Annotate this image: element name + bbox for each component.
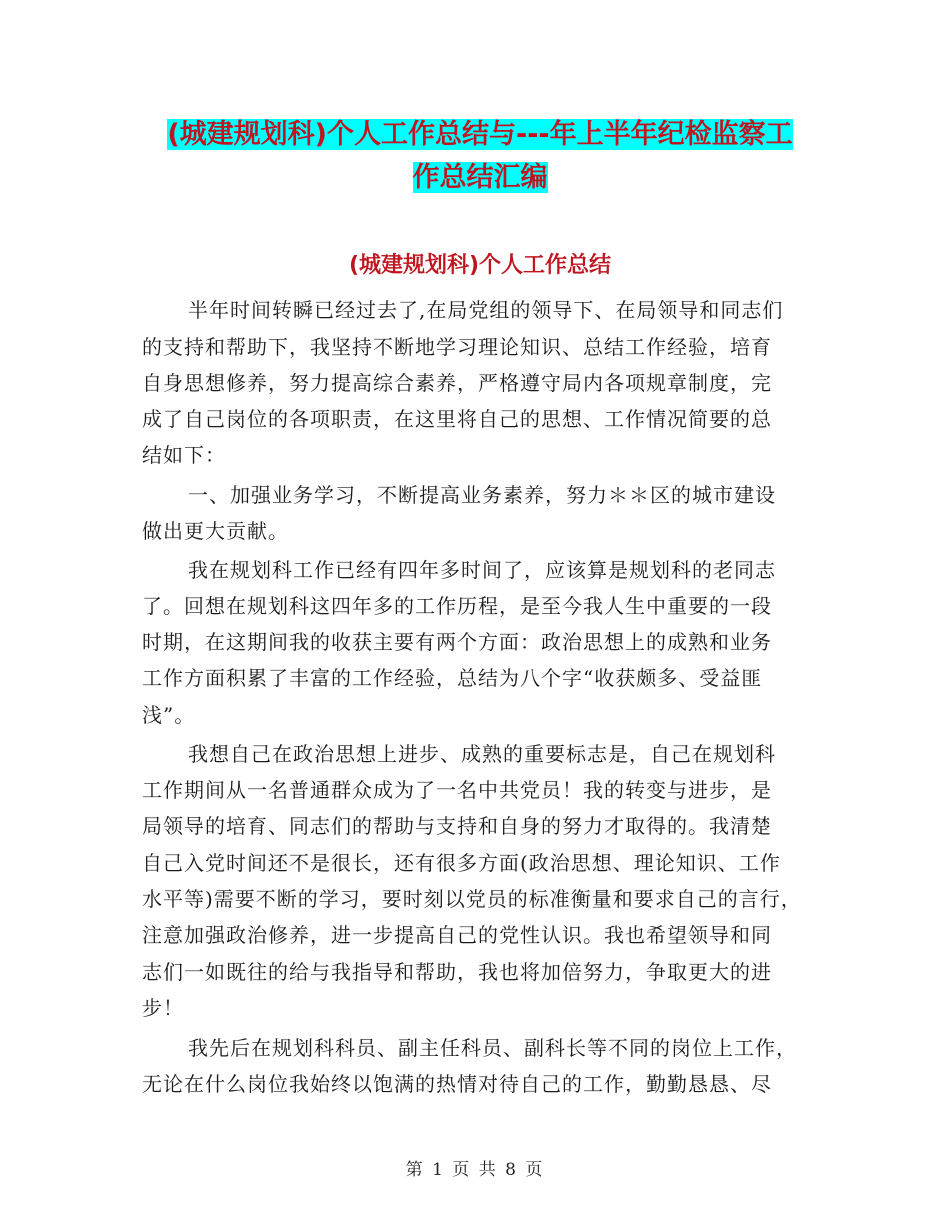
paragraph-line: 结如下：	[142, 443, 226, 467]
paragraph-line: 水平等)需要不断的学习，要时刻以党员的标准衡量和要求自己的言行，	[142, 887, 802, 911]
title-highlight: 作总结汇编	[412, 162, 548, 193]
title-highlight: (城建规划科)个人工作总结与---年上半年纪检监察工	[167, 119, 793, 150]
paragraph-line: 时期，在这期间我的收获主要有两个方面：政治思想上的成熟和业务	[142, 630, 772, 654]
paragraph-line: 了。回想在规划科这四年多的工作历程，是至今我人生中重要的一段	[142, 594, 772, 618]
paragraph-line: 自己入党时间还不是很长，还有很多方面(政治思想、理论知识、工作	[142, 851, 781, 875]
document-title-line-1	[140, 112, 820, 151]
paragraph-line: 无论在什么岗位我始终以饱满的热情对待自己的工作，勤勤恳恳、尽	[142, 1072, 772, 1096]
paragraph-line: 的支持和帮助下，我坚持不断地学习理论知识、总结工作经验，培育	[142, 335, 772, 359]
paragraph-line: 我想自己在政治思想上进步、成熟的重要标志是，自己在规划科	[188, 742, 776, 766]
paragraph-line: 注意加强政治修养，进一步提高自己的党性认识。我也希望领导和同	[142, 923, 772, 947]
paragraph-line: 工作期间从一名普通群众成为了一名中共党员！我的转变与进步，是	[142, 778, 772, 802]
paragraph-line: 自身思想修养，努力提高综合素养，严格遵守局内各项规章制度，完	[142, 371, 772, 395]
paragraph-line: 工作方面积累了丰富的工作经验，总结为八个字“收获颇多、受益匪	[142, 666, 763, 690]
page-footer: 第 1 页 共 8 页	[405, 1160, 545, 1180]
paragraph-line: 浅”。	[142, 703, 196, 727]
paragraph-line: 做出更大贡献。	[142, 519, 289, 543]
paragraph-line: 一、加强业务学习，不断提高业务素养，努力＊＊区的城市建设	[188, 483, 776, 507]
paragraph-line: 局领导的培育、同志们的帮助与支持和自身的努力才取得的。我清楚	[142, 814, 772, 838]
paragraph-line: 我先后在规划科科员、副主任科员、副科长等不同的岗位上工作，	[188, 1036, 797, 1060]
paragraph-line: 志们一如既往的给与我指导和帮助，我也将加倍努力，争取更大的进	[142, 960, 772, 984]
document-title-line-2	[140, 155, 820, 194]
paragraph-line: 成了自己岗位的各项职责，在这里将自己的思想、工作情况简要的总	[142, 407, 772, 431]
paragraph-line: 步！	[142, 996, 184, 1020]
section-heading: (城建规划科)个人工作总结	[348, 253, 612, 278]
paragraph-line: 半年时间转瞬已经过去了,在局党组的领导下、在局领导和同志们	[188, 298, 784, 322]
paragraph-line: 我在规划科工作已经有四年多时间了，应该算是规划科的老同志	[188, 558, 776, 582]
